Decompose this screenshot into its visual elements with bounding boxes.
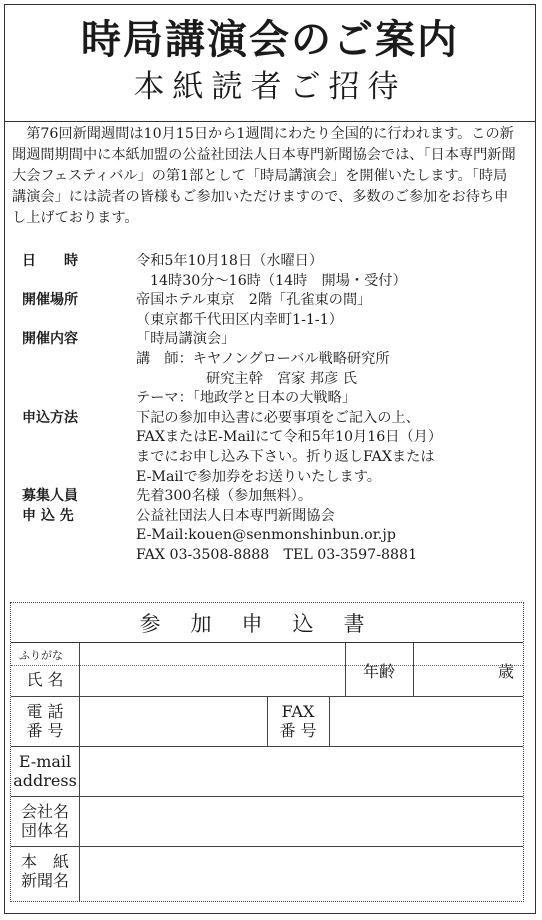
paper-label-2: 新聞名 <box>20 871 69 890</box>
phone-label-1: 電 話 <box>26 702 64 721</box>
row-divider <box>11 846 523 847</box>
speaker-name: 研究主幹 宮家 邦彦 氏 <box>206 370 357 387</box>
content-row-3 <box>22 370 522 390</box>
paper-label-1: 本 紙 <box>20 852 69 871</box>
company-field[interactable] <box>81 798 521 844</box>
event-details <box>22 252 522 566</box>
contact-row-2 <box>22 526 522 546</box>
row-divider <box>11 746 523 747</box>
speaker-org: 講 師：キヤノングローバル戦略研究所 <box>136 350 390 367</box>
fax-label-2: 番 号 <box>279 721 317 740</box>
date-row-2 <box>22 272 522 292</box>
apply-label: 申込方法 <box>22 409 78 426</box>
venue-row-2 <box>22 311 522 331</box>
venue-value: 帝国ホテル東京 2階「孔雀東の間」 <box>136 292 372 309</box>
content-row-4 <box>22 389 522 409</box>
age-label: 年齢 <box>362 662 395 681</box>
contact-phone-fax: FAX 03-3508-8888 TEL 03-3597-8881 <box>136 546 418 563</box>
age-unit: 歳 <box>497 662 514 681</box>
spacer <box>22 311 136 331</box>
age-value-divider <box>413 643 414 696</box>
header <box>5 5 535 122</box>
apply-row <box>22 409 522 429</box>
theme-value: テーマ：「地政学と日本の大戦略」 <box>136 390 356 407</box>
email-label-2: address <box>13 771 77 790</box>
form-title: 参加申込書 <box>11 603 523 643</box>
fax-field[interactable] <box>331 698 521 744</box>
spacer <box>22 389 136 409</box>
apply-line-4: E-Mailで参加券をお送りいたします。 <box>136 468 381 485</box>
spacer <box>22 546 136 566</box>
intro-paragraph: 第76回新聞週間は10月15日から1週間にわたり全国的に行われます。この新聞週間期間中に本紙加盟の公益社団法人日本専門新聞協会では、「日本専門新聞大会フェスティバル」の第1部として「時局講演会」を開催いたします。「時局講演会」には読者の皆様もご参加いただけますので、多数のご参加をお待ち申し上げております。 <box>12 126 516 226</box>
content-row <box>22 330 522 350</box>
spacer <box>22 370 136 390</box>
spacer <box>22 448 136 468</box>
name-field[interactable] <box>81 667 343 695</box>
venue-label: 開催場所 <box>22 292 78 309</box>
capacity-value: 先着300名様（参加無料）。 <box>136 488 313 505</box>
company-label-2: 団体名 <box>20 821 69 840</box>
contact-email: E-Mail:kouen@senmonshinbun.or.jp <box>136 527 396 544</box>
venue-row <box>22 291 522 311</box>
page-subtitle: 本紙読者ご招待 <box>133 69 407 105</box>
apply-row-2 <box>22 428 522 448</box>
apply-row-4 <box>22 468 522 488</box>
fax-value-divider <box>329 696 330 746</box>
content-row-2 <box>22 350 522 370</box>
venue-address: （東京都千代田区内幸町1-1-1） <box>136 311 343 328</box>
spacer <box>22 428 136 448</box>
contact-org: 公益社団法人日本専門新聞協会 <box>136 507 335 524</box>
apply-line-3: までにお申し込み下さい。折り返しFAXまたは <box>136 448 435 465</box>
phone-field[interactable] <box>81 698 265 744</box>
fax-label-1: FAX <box>281 702 315 721</box>
application-form <box>10 602 524 902</box>
contact-row <box>22 507 522 527</box>
furigana-label: ふりがな <box>19 649 63 662</box>
email-label-1: E-mail <box>18 752 72 771</box>
date-row <box>22 252 522 272</box>
company-label-1: 会社名 <box>20 802 69 821</box>
content-label: 開催内容 <box>22 331 78 348</box>
contact-label: 申 込 先 <box>22 507 74 524</box>
spacer <box>22 350 136 370</box>
spacer <box>22 526 136 546</box>
page-title: 時局講演会のご案内 <box>81 17 459 63</box>
apply-line-2: FAXまたはE-Mailにて令和5年10月16日（月） <box>136 429 443 446</box>
content-value: 「時局講演会」 <box>136 331 236 348</box>
email-field[interactable] <box>81 748 521 794</box>
apply-line-1: 下記の参加申込書に必要事項をご記入の上、 <box>136 409 420 426</box>
age-field[interactable] <box>415 645 495 695</box>
capacity-row <box>22 487 522 507</box>
row-divider <box>11 796 523 797</box>
newspaper-field[interactable] <box>81 848 521 898</box>
contact-row-3 <box>22 546 522 566</box>
date-value: 令和5年10月18日（水曜日） <box>136 253 324 269</box>
date-label: 日 時 <box>22 253 78 269</box>
time-value: 14時30分～16時（14時 開場・受付） <box>150 272 407 289</box>
capacity-label: 募集人員 <box>22 488 78 505</box>
spacer <box>22 468 136 488</box>
phone-label-2: 番 号 <box>26 721 64 740</box>
label-column-divider <box>79 643 80 901</box>
name-label: 氏 名 <box>26 670 64 689</box>
apply-row-3 <box>22 448 522 468</box>
spacer <box>22 272 136 292</box>
